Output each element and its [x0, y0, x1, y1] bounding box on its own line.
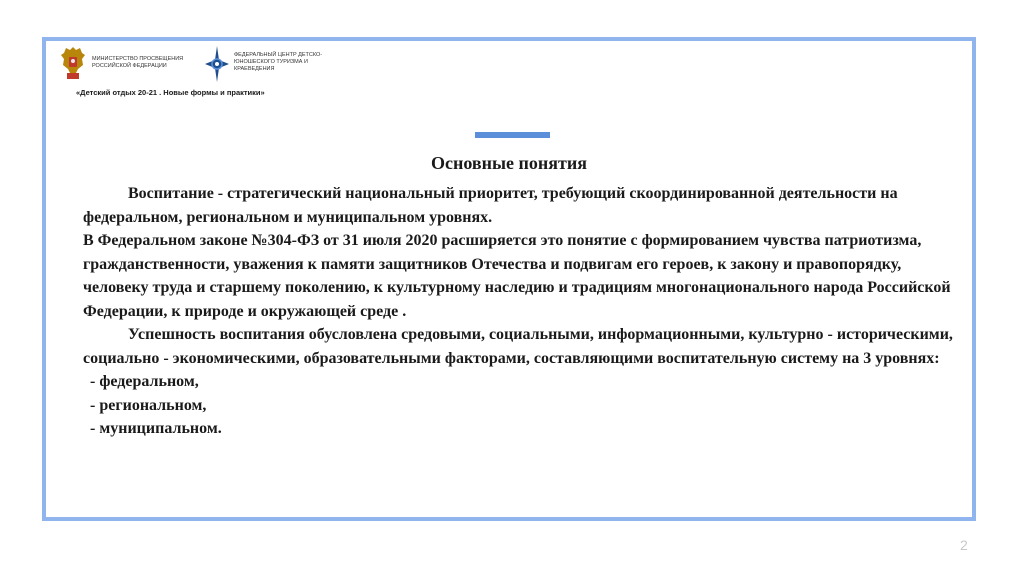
- page-number: 2: [960, 537, 968, 553]
- level-item-regional: - региональном,: [90, 396, 207, 414]
- coat-of-arms-icon: [60, 45, 86, 81]
- slide-frame: [42, 37, 976, 521]
- level-item-municipal: - муниципальном.: [90, 420, 222, 437]
- paragraph-federal-law: В Федеральном законе №304-ФЗ от 31 июля 2020 расширяется это понятие с формированием чувства патриотизма, гражданственности, уважения к памяти защитников Отечества и подвигам его героев, к закону и правопорядку, человеку труда и старшему поколению, к культурному наследию и традициям многонационального народа Российской Федерации, к природе и окружающей среде .: [83, 232, 951, 320]
- header: [56, 45, 323, 105]
- accent-bar: [475, 132, 550, 138]
- paragraph-success-factors: Успешность воспитания обусловлена средовыми, социальными, информационными, культурно - историческими, социально - экономическими, образовательными факторами, составляющими воспитательную систему на 3 уровнях:: [83, 326, 953, 367]
- compass-star-icon: [204, 45, 230, 83]
- paragraph-upbringing: Воспитание - стратегический национальный приоритет, требующий скоординированной деятельности на федеральном, региональном и муниципальном уровнях.: [83, 185, 898, 226]
- center-name: ФЕДЕРАЛЬНЫЙ ЦЕНТР ДЕТСКО-ЮНОШЕСКОГО ТУРИЗМА И КРАЕВЕДЕНИЯ: [234, 52, 323, 72]
- ministry-name: МИНИСТЕРСТВО ПРОСВЕЩЕНИЯ РОССИЙСКОЙ ФЕДЕРАЦИИ: [92, 56, 184, 69]
- slide-content: [83, 182, 963, 441]
- slide-title: Основные понятия: [431, 153, 587, 173]
- level-item-federal: - федеральном,: [90, 373, 199, 390]
- program-title: «Детский отдых 20-21 . Новые формы и практики»: [76, 88, 265, 97]
